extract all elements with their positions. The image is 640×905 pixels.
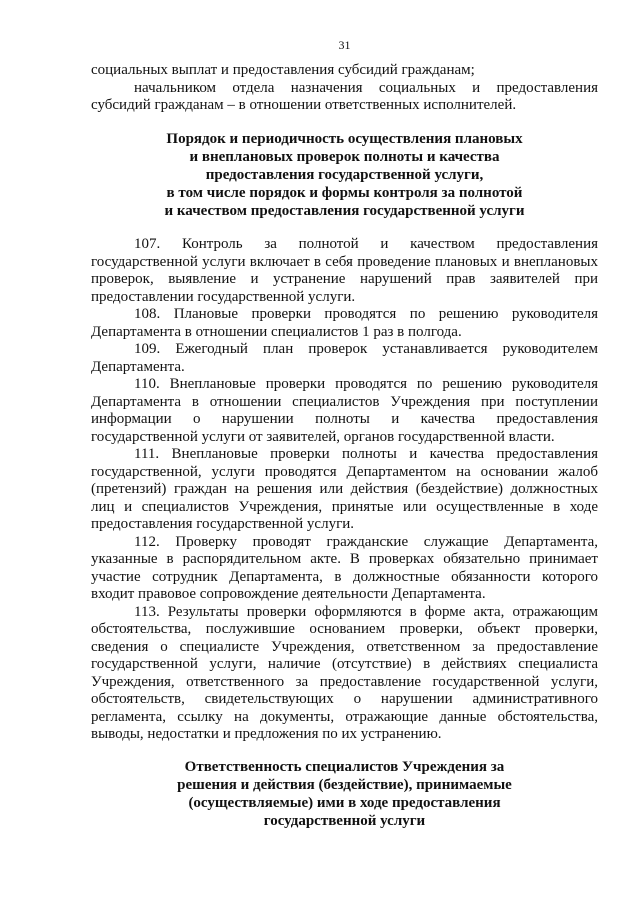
section-heading-responsibility	[91, 758, 598, 830]
paragraph-110: 110. Внеплановые проверки проводятся по решению руководителя Департамента в отношении специалистов Учреждения при поступлении информации о нарушении полноты и качества предоставления государственной услуги от заявителей, органов государственной власти.	[91, 376, 598, 445]
heading-line: государственной услуги	[263, 813, 426, 829]
paragraph-108: 108. Плановые проверки проводятся по решению руководителя Департамента в отношении специалистов 1 раз в полгода.	[91, 306, 598, 340]
heading-line: Ответственность специалистов Учреждения за	[184, 759, 505, 775]
paragraph-111: 111. Внеплановые проверки полноты и качества предоставления государственной, услуги проводятся Департаментом на основании жалоб (претензий) граждан на решения или действия (бездействие) должностных лиц и специалистов Учреждения, принятые или осуществленные в ходе предоставления государственной услуги.	[91, 446, 598, 532]
paragraphs-block	[91, 236, 598, 744]
paragraph-113: 113. Результаты проверки оформляются в форме акта, отражающим обстоятельства, послужившие основанием проверки, объект проверки, сведения о специалисте Учреждения, ответственном за предоставление государственной услуги, наличие (отсутствие) в действиях специалиста Учреждения, ответственного за предоставление государственной услуги, обстоятельств, свидетельствующих о нарушении административного регламента, ссылку на документы, отражающие данные обстоятельства, выводы, недостатки и предложения по их устранению.	[91, 603, 598, 742]
paragraph-109: 109. Ежегодный план проверок устанавливается руководителем Департамента.	[91, 341, 598, 375]
heading-line: и качеством предоставления государственной услуги	[164, 203, 525, 219]
heading-line: решения и действия (бездействие), принимаемые	[177, 777, 512, 793]
heading-line: предоставления государственной услуги,	[205, 167, 484, 183]
paragraph-107: 107. Контроль за полнотой и качеством предоставления государственной услуги включает в себя проведение плановых и внеплановых проверок, выявление и устранение нарушений прав заявителей при предоставлении государственной услуги.	[91, 236, 598, 305]
heading-line: и внеплановых проверок полноты и качества	[189, 149, 500, 165]
heading-line: Порядок и периодичность осуществления плановых	[166, 131, 523, 147]
heading-line: в том числе порядок и формы контроля за полнотой	[166, 185, 523, 201]
intro-line: социальных выплат и предоставления субсидий гражданам;	[91, 62, 475, 78]
paragraph-112: 112. Проверку проводят гражданские служащие Департамента, указанные в распорядительном акте. В проверках обязательно принимает участие сотрудник Департамента, в должностные обязанности которого входит правовое сопровождение деятельности Департамента.	[91, 533, 598, 602]
heading-line: (осуществляемые) ими в ходе предоставления	[188, 795, 501, 811]
section-heading-inspections	[91, 130, 598, 220]
intro-paragraph: начальником отдела назначения социальных и предоставления субсидий гражданам – в отношении ответственных исполнителей.	[91, 79, 598, 113]
intro-block	[91, 62, 598, 115]
page-number: 31	[338, 38, 351, 52]
